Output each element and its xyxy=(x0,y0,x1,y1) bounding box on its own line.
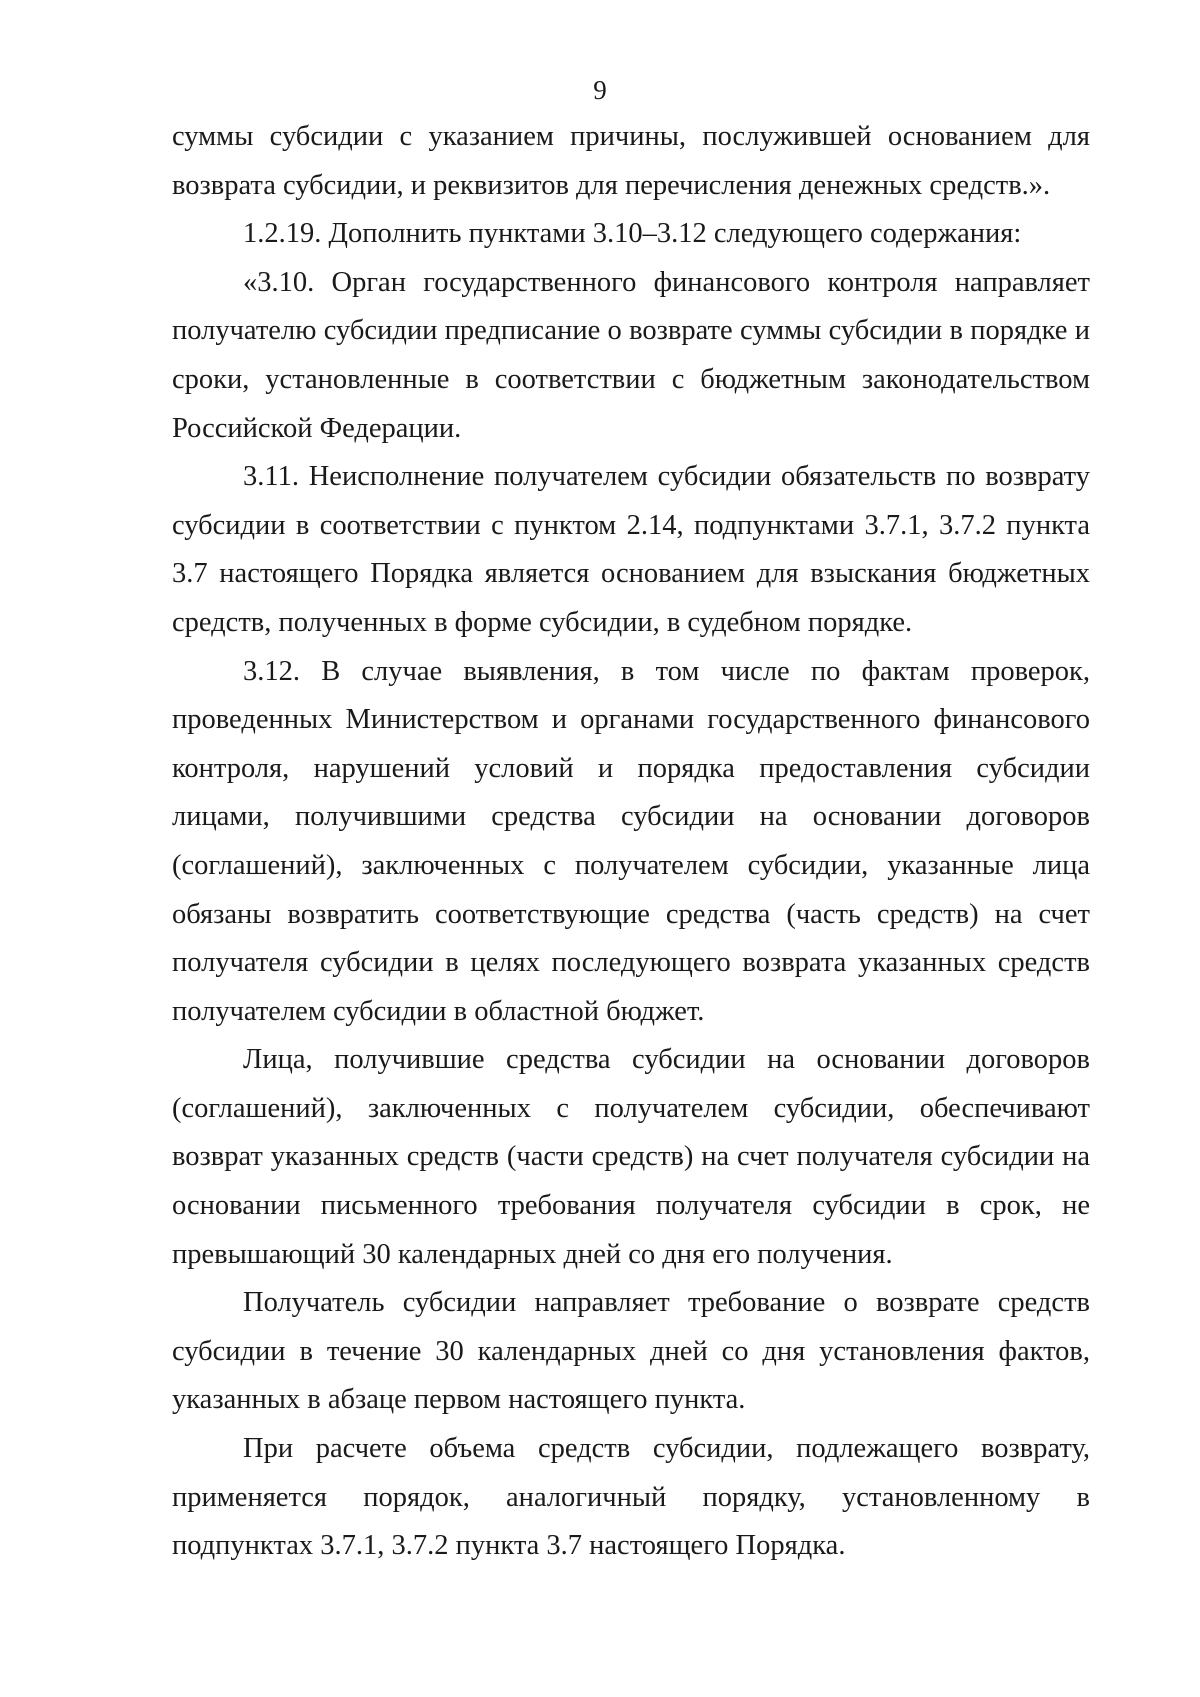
paragraph-3-11: 3.11. Неисполнение получателем субсидии обязательств по возврату субсидии в соответствии с пунктом 2.14, подпунктами 3.7.1, 3.7.2 пункта 3.7 настоящего Порядка является основанием для взыскания бюджетных средств, полученных в форме субсидии, в судебном порядке. xyxy=(172,461,1090,638)
paragraph-calculation-procedure: При расчете объема средств субсидии, подлежащего возврату, применяется порядок, аналогичный порядку, установленному в подпунктах 3.7.1, 3.7.2 пункта 3.7 настоящего Порядка. xyxy=(172,1433,1090,1562)
paragraph-continuation: суммы субсидии с указанием причины, послужившей основанием для возврата субсидии, и реквизитов для перечисления денежных средств.». xyxy=(172,121,1090,201)
page-number: 9 xyxy=(593,75,607,105)
paragraph-recipient-demand: Получатель субсидии направляет требование о возврате средств субсидии в течение 30 календарных дней со дня установления фактов, указанных в абзаце первом настоящего пункта. xyxy=(172,1287,1090,1416)
paragraph-1-2-19: 1.2.19. Дополнить пунктами 3.10–3.12 следующего содержания: xyxy=(243,218,1022,250)
paragraph-3-12: 3.12. В случае выявления, в том числе по фактам проверок, проведенных Министерством и органами государственного финансового контроля, нарушений условий и порядка предоставления субсидии лицами, получившими средства субсидии на основании договоров (соглашений), заключенных с получателем субсидии, указанные лица обязаны возвратить соответствующие средства (часть средств) на счет получателя субсидии в целях последующего возврата указанных средств получателем субсидии в областной бюджет. xyxy=(172,655,1090,1027)
document-body xyxy=(172,113,1090,1571)
paragraph-3-10: «3.10. Орган государственного финансового контроля направляет получателю субсидии предписание о возврате суммы субсидии в порядке и сроки, установленные в соответствии с бюджетным законодательством Российской Федерации. xyxy=(172,266,1090,444)
paragraph-persons-obligations: Лица, получившие средства субсидии на основании договоров (соглашений), заключенных с получателем субсидии, обеспечивают возврат указанных средств (части средств) на счет получателя субсидии на основании письменного требования получателя субсидии в срок, не превышающий 30 календарных дней со дня его получения. xyxy=(172,1044,1090,1270)
